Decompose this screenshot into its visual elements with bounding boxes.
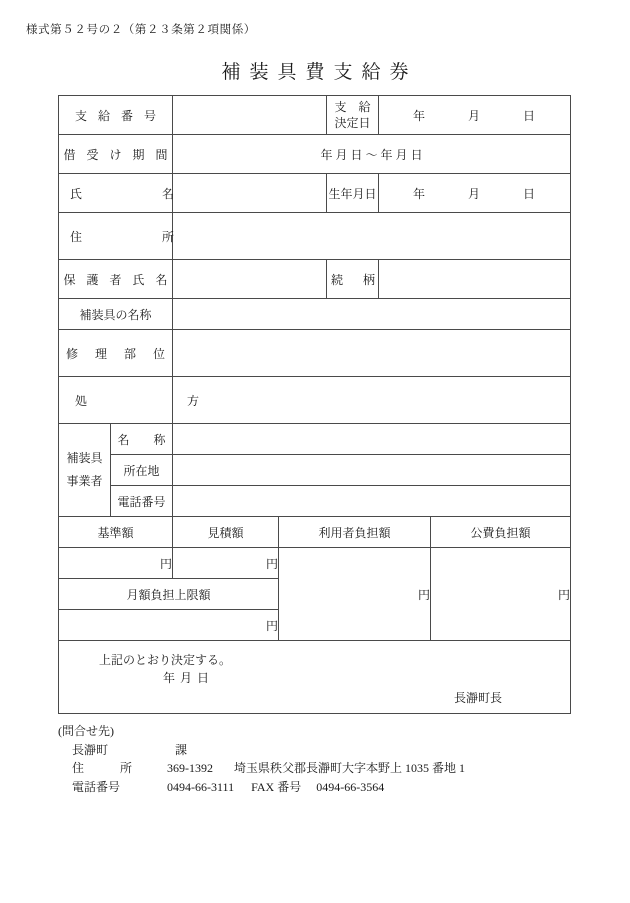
yen-unit: 円 (160, 556, 173, 571)
yen-unit: 円 (266, 556, 279, 571)
contact-address-label: 住 所 (72, 761, 133, 776)
contact-phone-row (72, 778, 465, 797)
contact-block (58, 722, 465, 796)
vendor-address-label: 所在地 (111, 455, 173, 486)
vendor-label (59, 424, 111, 517)
page-title: 補装具費支給券 (221, 62, 418, 83)
table-row (59, 299, 571, 330)
decision-date[interactable] (163, 669, 210, 686)
vendor-name-value[interactable] (173, 424, 571, 455)
guardian-label: 保 護 者 氏 名 (59, 260, 173, 299)
decision-statement: 上記のとおり決定する。 (99, 653, 232, 667)
contact-section-label: 課 (175, 742, 188, 757)
yen-unit: 円 (558, 587, 571, 602)
table-row (59, 330, 571, 377)
supply-number-value[interactable] (173, 96, 327, 135)
vendor-address-value[interactable] (173, 455, 571, 486)
address-value[interactable] (173, 213, 571, 260)
table-row (59, 377, 571, 424)
start-month-marker: 月 (335, 147, 348, 162)
rental-period-value[interactable] (173, 135, 571, 174)
rental-period-label: 借 受 け 期 間 (59, 135, 173, 174)
birthdate-value[interactable] (379, 174, 571, 213)
relation-label: 続 柄 (327, 260, 379, 299)
table-row (59, 486, 571, 517)
name-label: 氏 名 (59, 174, 173, 213)
decision-date-label-line1: 支 給 (334, 99, 371, 114)
user-burden-label: 利用者負担額 (279, 517, 431, 548)
table-row (59, 455, 571, 486)
monthly-cap-label: 月額負担上限額 (59, 579, 279, 610)
start-day-marker: 日 (350, 147, 363, 162)
vendor-label-line1: 補装具 (66, 451, 103, 466)
device-name-label: 補装具の名称 (59, 299, 173, 330)
end-month-marker: 月 (395, 147, 408, 162)
table-row (59, 174, 571, 213)
guardian-value[interactable] (173, 260, 327, 299)
repair-part-value[interactable] (173, 330, 571, 377)
day-marker: 日 (197, 671, 211, 685)
contact-fax-label: FAX 番号 (251, 779, 302, 794)
year-marker: 年 (163, 671, 177, 685)
table-row (59, 548, 571, 579)
repair-part-label: 修 理 部 位 (59, 330, 173, 377)
period-tilde: 〜 (365, 147, 378, 162)
table-row (59, 641, 571, 714)
decision-block (59, 641, 571, 714)
contact-phone-label: 電話番号 (72, 779, 121, 794)
decision-date-label (327, 96, 379, 135)
end-day-marker: 日 (410, 147, 423, 162)
vendor-label-line2: 事業者 (66, 474, 103, 488)
contact-postal-code: 369-1392 (167, 761, 213, 776)
estimate-amount-value[interactable] (173, 548, 279, 579)
monthly-cap-value[interactable] (59, 610, 279, 641)
table-row (59, 213, 571, 260)
estimate-amount-label: 見積額 (173, 517, 279, 548)
standard-amount-value[interactable] (59, 548, 173, 579)
user-burden-value[interactable] (279, 548, 431, 641)
decision-date-value[interactable] (379, 96, 571, 135)
birthdate-label: 生年月日 (327, 174, 379, 213)
day-marker: 日 (523, 186, 537, 201)
contact-address-value: 埼玉県秩父郡長瀞町大字本野上 1035 番地 1 (234, 761, 466, 776)
table-row (59, 135, 571, 174)
day-marker: 日 (523, 108, 537, 123)
contact-fax-value: 0494-66-3564 (316, 779, 385, 794)
vendor-name-label: 名 称 (111, 424, 173, 455)
benefit-voucher-table (58, 95, 571, 714)
contact-town-label: 長瀞町 (72, 742, 109, 757)
contact-heading: (問合せ先) (58, 724, 114, 738)
form-code: 様式第５２号の２（第２３条第２項関係） (26, 24, 256, 36)
table-row (59, 424, 571, 455)
contact-address-row (72, 759, 465, 778)
table-row (59, 260, 571, 299)
public-burden-label: 公費負担額 (431, 517, 571, 548)
vendor-phone-value[interactable] (173, 486, 571, 517)
prescription-value[interactable] (173, 377, 571, 424)
standard-amount-label: 基準額 (59, 517, 173, 548)
name-value[interactable] (173, 174, 327, 213)
contact-town-row (72, 741, 465, 760)
year-marker: 年 (413, 186, 427, 201)
signer-name: 長瀞町長 (454, 691, 503, 705)
address-label: 住 所 (59, 213, 173, 260)
prescription-label: 処 方 (59, 377, 173, 424)
decision-date-label-line2: 決定日 (334, 116, 371, 130)
end-year-marker: 年 (380, 147, 393, 162)
relation-value[interactable] (379, 260, 571, 299)
supply-number-label: 支 給 番 号 (59, 96, 173, 135)
month-marker: 月 (468, 108, 482, 123)
table-row (59, 517, 571, 548)
yen-unit: 円 (418, 587, 431, 602)
vendor-phone-label: 電話番号 (111, 486, 173, 517)
yen-unit: 円 (266, 618, 279, 633)
table-row (59, 96, 571, 135)
public-burden-value[interactable] (431, 548, 571, 641)
year-marker: 年 (413, 108, 427, 123)
device-name-value[interactable] (173, 299, 571, 330)
contact-phone-value: 0494-66-3111 (167, 779, 235, 794)
month-marker: 月 (468, 186, 482, 201)
start-year-marker: 年 (320, 147, 333, 162)
month-marker: 月 (180, 671, 194, 685)
